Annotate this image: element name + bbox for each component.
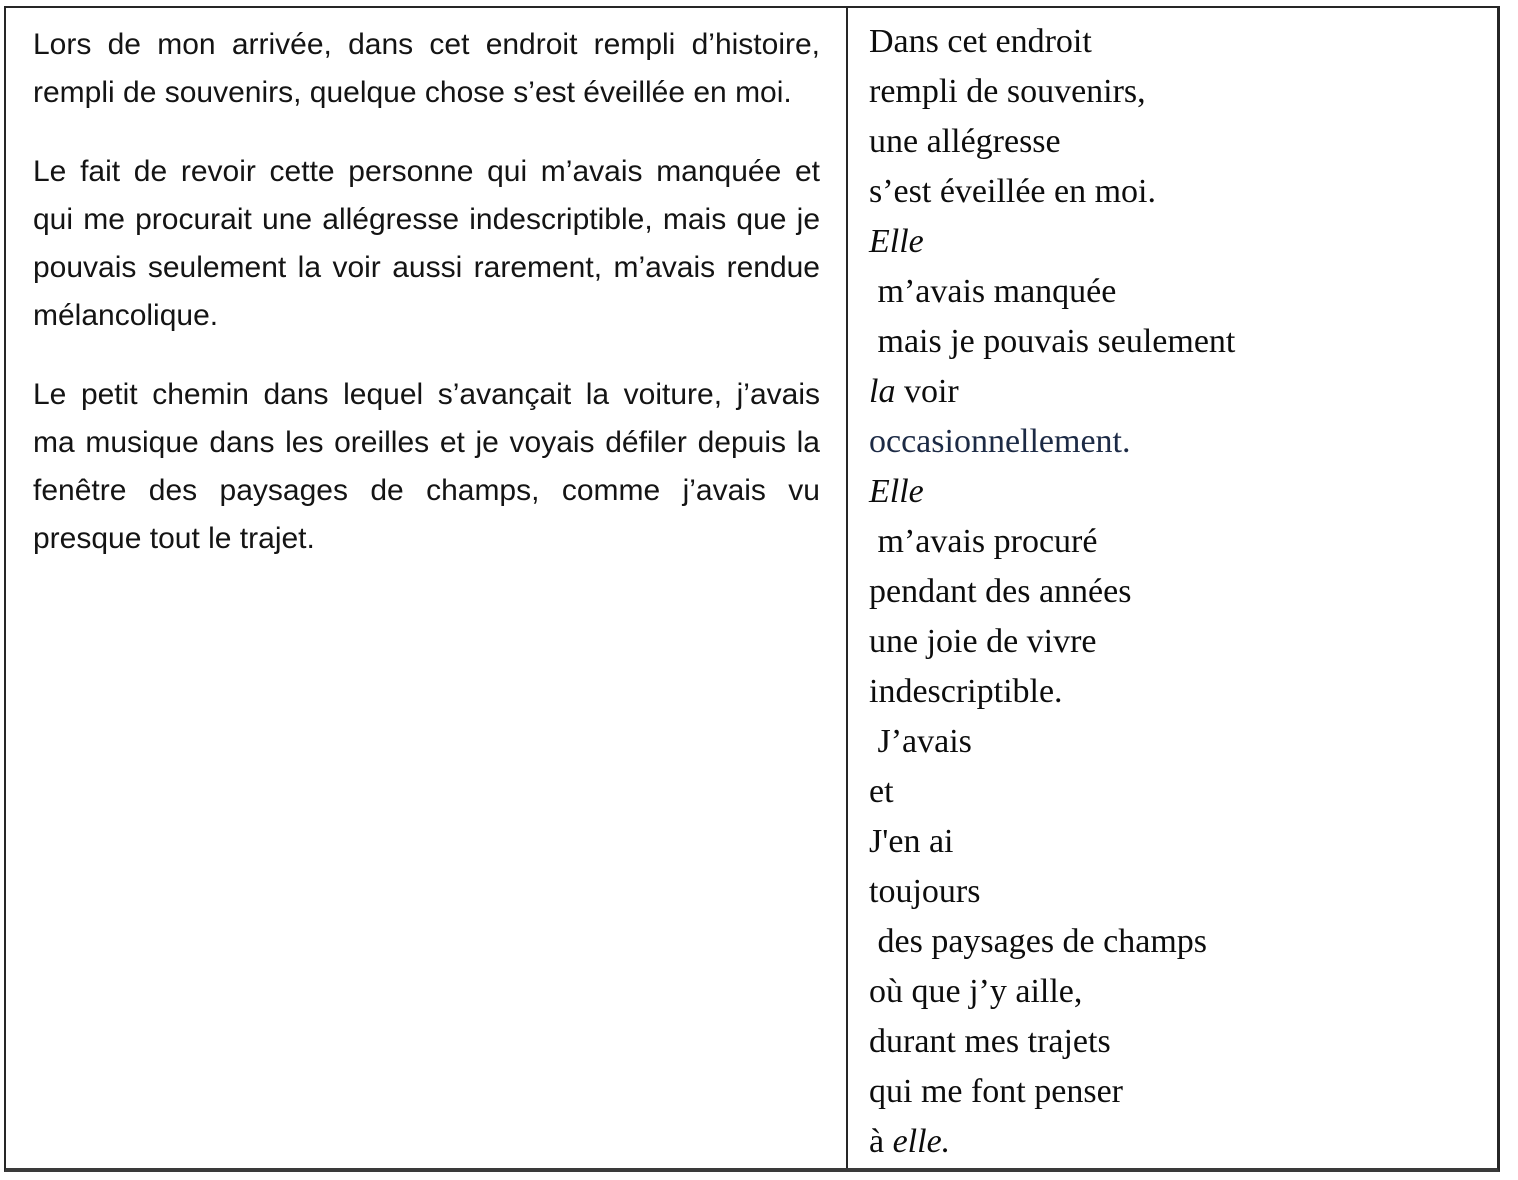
verse-line <box>869 617 1483 667</box>
verse-line <box>869 667 1483 717</box>
verse-line <box>869 517 1483 567</box>
verse-segment: et <box>869 773 894 810</box>
verse-segment: voir <box>895 373 959 410</box>
verse-line <box>869 717 1483 767</box>
verse-line <box>869 767 1483 817</box>
verse-line <box>869 117 1483 167</box>
verse-segment: J'en ai <box>869 823 954 860</box>
verse-segment: s’est éveillée en moi. <box>869 173 1157 210</box>
table-cell-original-text <box>6 8 848 1168</box>
verse-segment: des paysages de champs <box>869 923 1208 960</box>
verse-line <box>869 867 1483 917</box>
verse-line <box>869 317 1483 367</box>
verse-segment: Dans cet endroit <box>869 23 1092 60</box>
verse-segment: Elle <box>869 223 924 260</box>
verse-segment: pendant des années <box>869 573 1132 610</box>
verse-segment: Elle <box>869 473 924 510</box>
verse-segment: rempli de souvenirs, <box>869 73 1146 110</box>
verse-segment: durant mes trajets <box>869 1023 1111 1060</box>
verse-line <box>869 1067 1483 1117</box>
verse-segment: à <box>869 1123 893 1160</box>
verse-segment: une joie de vivre <box>869 623 1097 660</box>
verse-line <box>869 967 1483 1017</box>
verse-line <box>869 367 1483 417</box>
verse-line <box>869 1017 1483 1067</box>
verse-line <box>869 267 1483 317</box>
verse-segment: m’avais procuré <box>869 523 1098 560</box>
paragraph-chemin: Le petit chemin dans lequel s’avançait la voiture, j’avais ma musique dans les oreilles et je voyais défiler depuis la fenêtre des paysages de champs, comme j’avais vu presque tout le trajet. <box>33 378 820 555</box>
verse-segment: une allégresse <box>869 123 1061 160</box>
verse-line <box>869 217 1483 267</box>
verse-line <box>869 467 1483 517</box>
verse-line <box>869 67 1483 117</box>
verse-segment: mais je pouvais seulement <box>869 323 1236 360</box>
verse-line <box>869 167 1483 217</box>
paragraph-revoir: Le fait de revoir cette personne qui m’avais manquée et qui me procurait une allégresse indescriptible, mais que je pouvais seulement la voir aussi rarement, m’avais rendue mélancolique. <box>33 155 820 332</box>
table-cell-revised-text <box>848 8 1497 1168</box>
verse-segment: occasionnellement. <box>869 423 1131 460</box>
verse-line <box>869 417 1483 467</box>
verse-segment: toujours <box>869 873 981 910</box>
verse-lines-container <box>869 17 1483 1167</box>
verse-line <box>869 17 1483 67</box>
verse-segment: indescriptible. <box>869 673 1063 710</box>
verse-line <box>869 817 1483 867</box>
verse-line <box>869 567 1483 617</box>
verse-segment: où que j’y aille, <box>869 973 1083 1010</box>
two-column-table <box>4 6 1500 1172</box>
paragraph-arrivee: Lors de mon arrivée, dans cet endroit rempli d’histoire, rempli de souvenirs, quelque chose s’est éveillée en moi. <box>33 28 820 109</box>
verse-segment: J’avais <box>869 723 972 760</box>
verse-line <box>869 1117 1483 1167</box>
verse-segment: m’avais manquée <box>869 273 1117 310</box>
verse-segment: qui me font penser <box>869 1073 1123 1110</box>
verse-segment: elle. <box>892 1123 951 1160</box>
verse-line <box>869 917 1483 967</box>
verse-segment: la <box>869 373 896 410</box>
